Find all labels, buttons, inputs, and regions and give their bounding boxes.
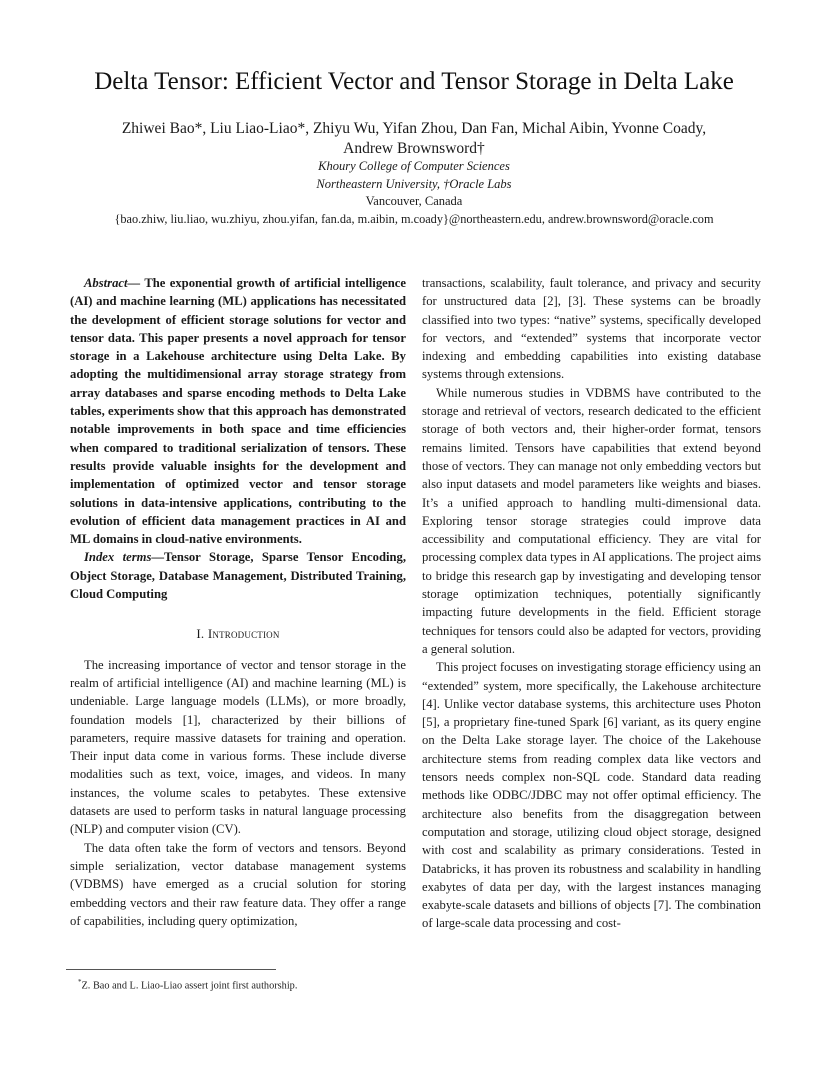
- abstract-text: The exponential growth of artificial intelligence (AI) and machine learning (ML) applications has necessitated the development of efficient storage solutions for vector and tensor data. This paper presents a novel approach for tensor storage in a Lakehouse architecture using Delta Lake. By adopting the multidimensional array storage strategy from array databases and sparse encoding methods to Delta Lake tables, experiments show that this approach has demonstrated notable improvements in both space and time efficiencies when compared to traditional serialization of tensors. These results provide valuable insights for the development and implementation of optimized vector and tensor storage solutions in data-intensive applications, contributing to the evolution of efficient data management practices in AI and ML domains in cloud-native environments.: [70, 276, 406, 547]
- section-title: Introduction: [207, 626, 280, 642]
- index-terms: [70, 548, 406, 603]
- author-list: [0, 119, 828, 159]
- section-number: I.: [196, 626, 205, 642]
- intro-paragraph-4: This project focuses on investigating storage efficiency using an “extended” system, more specifically, the Lakehouse architecture [4]. Unlike vector database systems, this architecture uses Photon [5], a proprietary fine-tuned Spark [6] variant, as its query engine on the Delta Lake storage layer. The choice of the Lakehouse architecture stems from reading complex data like vectors and tensors needs complex non-SQL code. Standard data reading methods like ODBC/JDBC may not offer optimal efficiency. The architecture also benefits from the disaggregation between computation and storage, utilizing cloud object storage, designed with cost and scalability as primary considerations. Tested in Databricks, it has proven its robustness and scalability in handling exabytes of data per day, with the largest instances managing exabyte-scale datasets and billions of objects [7]. The combination of large-scale data processing and cost-: [422, 660, 761, 931]
- authors-line-2: Andrew Brownsword†: [343, 140, 485, 157]
- intro-paragraph-1: The increasing importance of vector and tensor storage in the realm of artificial intelligence (AI) and machine learning (ML) is undeniable. Large language models (LLMs), or more broadly, foundation models [1], characterized by their billions of parameters, require massive datasets for training and operation. Their input data come in various forms. These include diverse modalities such as text, voice, images, and videos. In many instances, the volume scales to petabytes. These extensive datasets are used to perform tasks in natural language processing (NLP) and computer vision (CV).: [70, 657, 406, 837]
- intro-paragraph-2: The data often take the form of vectors and tensors. Beyond simple serialization, vector database management systems (VDBMS) have emerged as a crucial solution for storing embedding vectors and their raw feature data. They offer a range of capabilities, including query optimization,: [70, 840, 406, 928]
- right-column: [422, 274, 761, 933]
- paper-title: Delta Tensor: Efficient Vector and Tensor Storage in Delta Lake: [94, 68, 734, 95]
- index-terms-text: —Tensor Storage, Sparse Tensor Encoding, Object Storage, Database Management, Distributed Training, Cloud Computing: [70, 550, 406, 602]
- intro-paragraph-3: While numerous studies in VDBMS have contributed to the storage and retrieval of vectors, research dedicated to the efficient storage of both vectors and, their higher-order format, tensors remains limited. Tensors have capabilities that extend beyond those of vectors. They can manage not only embedding vectors but also input datasets and model parameters like weights and biases. It’s a unified approach to handling multi-dimensional data. Exploring tensor storage strategies could improve data accessibility and computational efficiency. They are vital for processing complex data types in AI applications. The project aims to bridge this research gap by investigating and developing tensor storage optimization techniques, potentially significantly impacting future developments in the field. Efficient storage techniques for tensors could also be adapted for vectors, providing a general solution.: [422, 385, 761, 656]
- abstract: [70, 274, 406, 548]
- affiliation-block: [0, 158, 828, 228]
- author-emails: {bao.zhiw, liu.liao, wu.zhiyu, zhou.yifan, fan.da, m.aibin, m.coady}@northeastern.edu, andrew.brownsword@oracle.com: [114, 211, 714, 226]
- authors-line-1: Zhiwei Bao*, Liu Liao-Liao*, Zhiyu Wu, Yifan Zhou, Dan Fan, Michal Aibin, Yvonne Coady,: [121, 120, 707, 137]
- footnote: [78, 975, 297, 993]
- left-column: [70, 274, 406, 930]
- abstract-lead: Abstract—: [84, 276, 141, 290]
- section-heading-introduction: [70, 625, 406, 643]
- footnote-mark: *: [78, 978, 82, 986]
- footnote-text: Z. Bao and L. Liao-Liao assert joint first authorship.: [81, 980, 298, 992]
- affiliation-university: Northeastern University, †Oracle Labs: [316, 176, 512, 191]
- footnote-rule: [66, 969, 276, 970]
- index-terms-lead: Index terms: [84, 550, 152, 565]
- intro-paragraph-2-cont: transactions, scalability, fault tolerance, and privacy and security for unstructured data [2], [3]. These systems can be broadly classified into two types: “native” systems, specifically developed for vectors, and “extended” systems that incorporate vector indexing and embedding capabilities into existing database systems through extensions.: [422, 276, 761, 382]
- affiliation-location: Vancouver, Canada: [365, 194, 463, 208]
- affiliation-college: Khoury College of Computer Sciences: [318, 159, 510, 173]
